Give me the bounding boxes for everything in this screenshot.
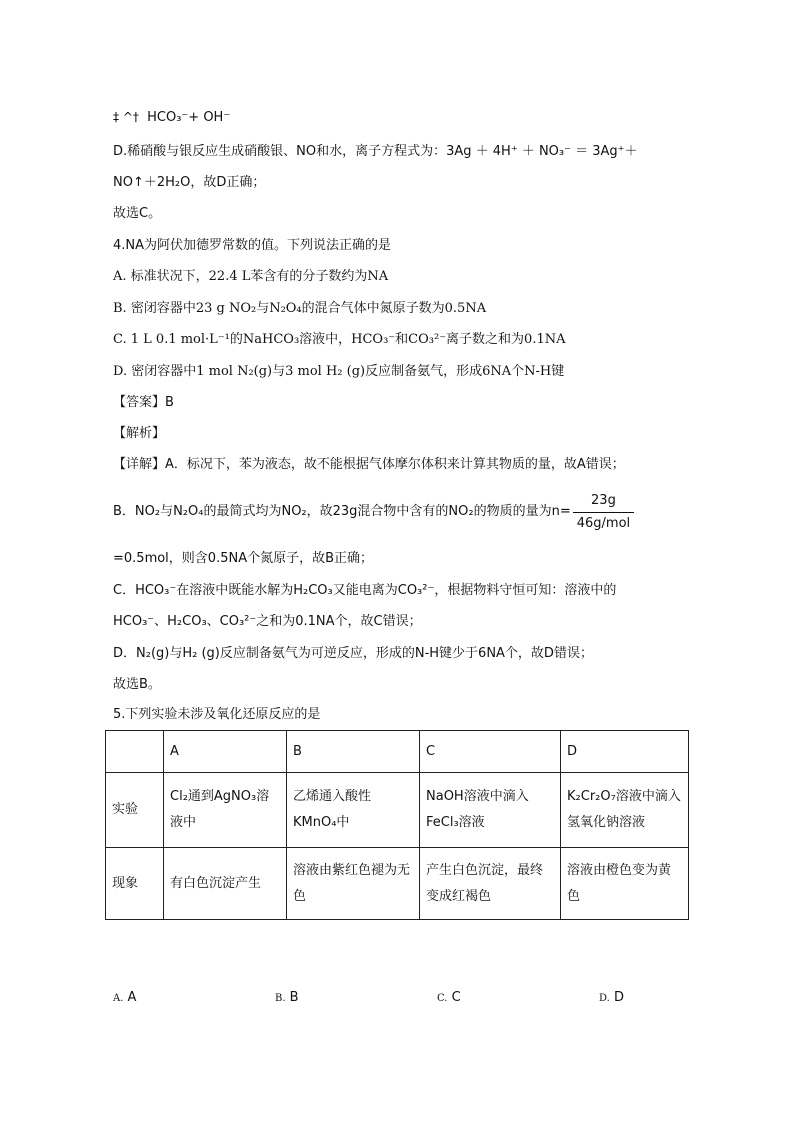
detail-c: C．HCO₃⁻在溶液中既能水解为H₂CO₃又能电离为CO₃²⁻，根据物料守恒可知：溶液中的 — [113, 583, 617, 598]
table-cell: 溶液由橙色变为黄色 — [561, 848, 689, 920]
table-cell: Cl₂通到AgNO₃溶液中 — [164, 773, 287, 848]
question-4-option-b: B. 密闭容器中23 g NO₂与N₂O₄的混合气体中氮原子数为0.5NA — [113, 301, 487, 316]
answer-value: B — [165, 395, 174, 410]
choice-key: C. — [437, 993, 448, 1004]
choice-d — [599, 990, 624, 1005]
detail-b-line — [113, 492, 634, 533]
equation-fragment-line — [113, 108, 230, 127]
conclusion-c: 故选C。 — [113, 206, 162, 221]
table-cell: 产生白色沉淀，最终变成红褐色 — [420, 848, 561, 920]
choice-a — [113, 990, 136, 1005]
table-cell: K₂Cr₂O₇溶液中滴入氢氧化钠溶液 — [561, 773, 689, 848]
table-row-label: 实验 — [106, 773, 164, 848]
fraction-denominator: 46g/mol — [576, 515, 631, 531]
question-4-option-a: A. 标准状况下，22.4 L苯含有的分子数约为NA — [113, 269, 389, 284]
table-cell: 乙烯通入酸性KMnO₄中 — [287, 773, 420, 848]
choice-b — [275, 990, 299, 1005]
detail-b-text: B．NO₂与N₂O₄的最简式均为NO₂，故23g混合物中含有的NO₂的物质的量为n= — [113, 504, 571, 519]
choice-value: C — [451, 990, 461, 1005]
table-row-label: 现象 — [106, 848, 164, 920]
table-cell: 溶液由紫红色褪为无色 — [287, 848, 420, 920]
choice-c — [437, 990, 461, 1005]
choice-value: D — [613, 990, 624, 1005]
analysis-tag: 【解析】 — [113, 426, 166, 441]
detail-c-cont: HCO₃⁻、H₂CO₃、CO₃²⁻之和为0.1NA个，故C错误； — [113, 614, 422, 629]
table-row — [106, 848, 689, 920]
table-cell: NaOH溶液中滴入FeCl₃溶液 — [420, 773, 561, 848]
table-header-cell: D — [561, 731, 689, 773]
table-header-row — [106, 731, 689, 773]
question-4-option-c: C. 1 L 0.1 mol·L⁻¹的NaHCO₃溶液中，HCO₃⁻和CO₃²⁻离子数之和为0.1NA — [113, 332, 566, 347]
garbled-symbols: ‡ ^† — [113, 110, 139, 124]
conclusion-b: 故选B。 — [113, 677, 161, 692]
choice-value: A — [127, 990, 137, 1005]
experiment-table — [105, 730, 689, 920]
table-header-cell: B — [287, 731, 420, 773]
question-4-option-d: D. 密闭容器中1 mol N₂(g)与3 mol H₂ (g)反应制备氨气，形成6NA个N-H键 — [113, 364, 565, 379]
detail-b-result: =0.5mol，则含0.5NA个氮原子，故B正确； — [113, 551, 374, 566]
table-cell: 有白色沉淀产生 — [164, 848, 287, 920]
question-5-stem: 5.下列实验未涉及氧化还原反应的是 — [113, 707, 321, 722]
choice-key: A. — [113, 993, 124, 1004]
molar-fraction — [573, 493, 634, 532]
table-header-cell: A — [164, 731, 287, 773]
question-4-stem: 4.NA为阿伏加德罗常数的值。下列说法正确的是 — [113, 238, 392, 253]
choice-key: B. — [275, 993, 286, 1004]
detail-a: 【详解】A．标况下，苯为液态，故不能根据气体摩尔体积来计算其物质的量，故A错误； — [113, 457, 625, 472]
table-row — [106, 773, 689, 848]
detail-d: D．N₂(g)与H₂ (g)反应制备氨气为可逆反应，形成的N-H键少于6NA个，故D错误； — [113, 646, 593, 661]
answer-tag: 【答案】 — [113, 395, 166, 410]
answer-line — [113, 394, 174, 412]
ion-equation-fragment: HCO₃⁻+ OH⁻ — [147, 110, 231, 125]
table-header-cell — [106, 731, 164, 773]
table-header-cell: C — [420, 731, 561, 773]
choice-value: B — [289, 990, 299, 1005]
option-d-explanation-cont: NO↑＋2H₂O，故D正确； — [113, 175, 266, 190]
fraction-numerator: 23g — [573, 493, 634, 513]
choice-key: D. — [599, 993, 610, 1004]
option-d-explanation: D.稀硝酸与银反应生成硝酸银、NO和水，离子方程式为：3Ag ＋ 4H⁺ ＋ NO₃⁻ ＝ 3Ag⁺＋ — [113, 144, 638, 159]
